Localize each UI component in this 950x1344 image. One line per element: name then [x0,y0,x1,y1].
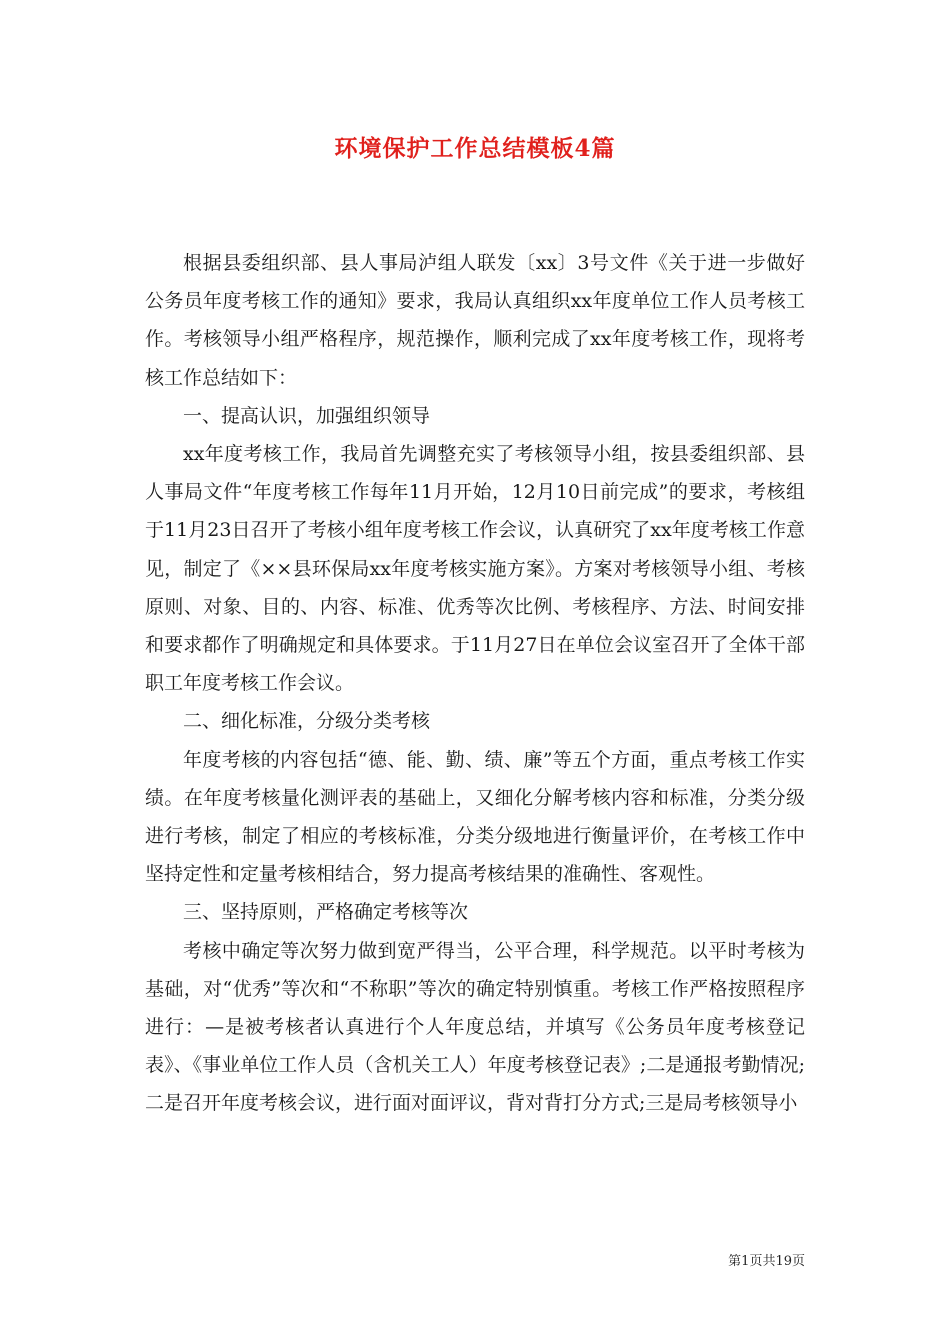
document-title: 环境保护工作总结模板4篇 [334,135,616,162]
paragraph-section-2: 年度考核的内容包括“德、能、勤、绩、廉”等五个方面，重点考核工作实绩。在年度考核量化测评表的基础上，又细化分解考核内容和标准，分类分级进行考核，制定了相应的考核标准，分类分级地进行衡量评价，在考核工作中坚持定性和定量考核相结合，努力提高考核结果的准确性、客观性。 [145,748,805,886]
section-heading-1: 一、提高认识，加强组织领导 [183,404,431,427]
paragraph-intro: 根据县委组织部、县人事局泸组人联发〔xx〕3号文件《关于进一步做好公务员年度考核工作的通知》要求，我局认真组织xx年度单位工作人员考核工作。考核领导小组严格程序，规范操作，顺利完成了xx年度考核工作，现将考核工作总结如下： [145,252,805,389]
section-heading-3: 三、坚持原则，严格确定考核等次 [183,901,469,924]
paragraph-section-1: xx年度考核工作，我局首先调整充实了考核领导小组，按县委组织部、县人事局文件“年度考核工作每年11月开始，12月10日前完成”的要求，考核组于11月23日召开了考核小组年度考核工作会议，认真研究了xx年度考核工作意见，制定了《××县环保局xx年度考核实施方案》。方案对考核领导小组、考核原则、对象、目的、内容、标准、优秀等次比例、考核程序、方法、时间安排和要求都作了明确规定和具体要求。于11月27日在单位会议室召开了全体干部职工年度考核工作会议。 [145,443,805,695]
section-heading-2: 二、细化标准，分级分类考核 [183,710,431,733]
document-body [145,244,805,1123]
paragraph-section-3: 考核中确定等次努力做到宽严得当，公平合理，科学规范。以平时考核为基础，对“优秀”等次和“不称职”等次的确定特别慎重。考核工作严格按照程序进行：—是被考核者认真进行个人年度总结，并填写《公务员年度考核登记表》、《事业单位工作人员（含机关工人）年度考核登记表》;二是通报考勤情况;二是召开年度考核会议，进行面对面评议，背对背打分方式;三是局考核领导小 [145,939,805,1115]
page-number-footer: 第1页共19页 [728,1254,805,1269]
